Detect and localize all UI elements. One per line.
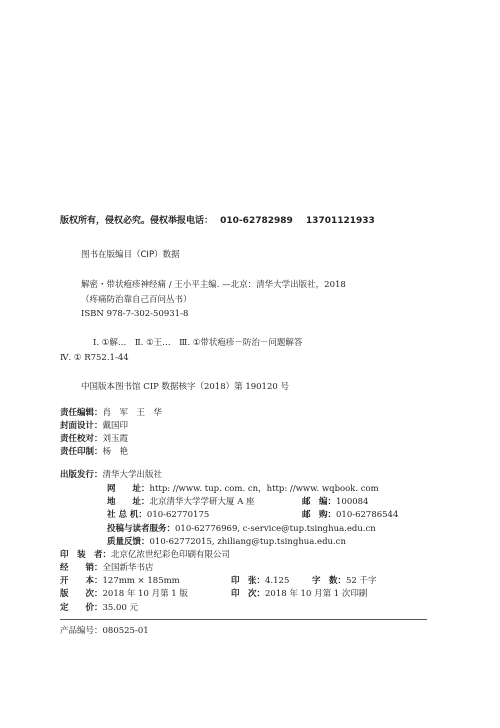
printer-label: 印 装 者： <box>60 550 112 560</box>
product-code-label: 产品编号： <box>60 626 103 636</box>
reader-service-value: 010-62776969, c-service@tup.tsinghua.edu.cn <box>175 524 376 534</box>
price-value: 35.00 元 <box>102 603 139 613</box>
format-value: 127mm × 185mm <box>102 576 180 586</box>
quality-feedback-label: 质量反馈： <box>107 537 150 547</box>
cip-classification-1: Ⅰ. ①解… Ⅱ. ①王… Ⅲ. ①带状疱疹－防治－问题解答 <box>93 338 303 348</box>
print-manager-label: 责任印制： <box>60 447 103 457</box>
cover-design-value: 戴国印 <box>102 421 129 431</box>
product-code-row <box>60 626 149 637</box>
price-row <box>60 603 138 614</box>
website-row <box>107 484 379 495</box>
postcode-label: 邮 编： <box>302 497 337 507</box>
printing-label: 印 次： <box>231 589 266 599</box>
editor-row <box>60 408 162 419</box>
sheets-label: 印 张： <box>231 576 266 586</box>
address-row <box>107 497 255 508</box>
copyright-notice <box>60 216 375 227</box>
edition-value: 2018 年 10 月第 1 版 <box>102 589 188 599</box>
postcode-row <box>302 497 368 508</box>
sheets-value: 4.125 <box>265 576 290 586</box>
mail-order-value: 010-62786544 <box>336 510 399 520</box>
distributor-label: 经 销： <box>60 563 103 573</box>
product-code-value: 080525-01 <box>102 626 149 636</box>
printer-row <box>60 550 230 561</box>
cip-isbn: ISBN 978-7-302-50931-8 <box>81 309 189 319</box>
quality-feedback-row <box>107 537 346 548</box>
cip-heading: 图书在版编目（CIP）数据 <box>81 250 180 260</box>
postcode-value: 100084 <box>336 497 369 507</box>
format-row <box>60 576 180 587</box>
address-label: 地 址： <box>107 497 150 507</box>
quality-feedback-value: 010-62772015, zhiliang@tup.tsinghua.edu.cn <box>149 537 346 547</box>
word-count-value: 52 千字 <box>346 576 377 586</box>
publisher-name: 清华大学出版社 <box>102 470 163 480</box>
cip-library-number: 中国版本图书馆 CIP 数据核字（2018）第 190120 号 <box>81 382 289 392</box>
print-manager-value: 杨 艳 <box>102 447 129 457</box>
edition-row <box>60 589 188 600</box>
website-value: http: //www. tup. com. cn，http: //www. wqbook. com <box>149 484 379 494</box>
word-count-row <box>312 576 377 587</box>
publisher-row <box>60 470 162 481</box>
price-label: 定 价： <box>60 603 103 613</box>
mail-order-row <box>302 510 398 521</box>
word-count-label: 字 数： <box>312 576 347 586</box>
address-value: 北京清华大学学研大厦 A 座 <box>149 497 255 507</box>
publisher-label: 出版发行： <box>60 470 103 480</box>
copyright-phone-2: 13701121933 <box>305 216 375 226</box>
reader-service-row <box>107 524 376 535</box>
switchboard-label: 社 总 机： <box>107 510 147 520</box>
editor-value: 肖 军 王 华 <box>102 408 163 418</box>
switchboard-row <box>107 510 209 521</box>
printing-value: 2018 年 10 月第 1 次印刷 <box>265 589 368 599</box>
switchboard-value: 010-62770175 <box>146 510 210 520</box>
printer-value: 北京亿浓世纪彩色印刷有限公司 <box>111 550 231 560</box>
editor-label: 责任编辑： <box>60 408 103 418</box>
cip-line-1: 解密・带状疱疹神经痛 / 王小平主编. —北京：清华大学出版社，2018 <box>81 280 346 290</box>
edition-label: 版 次： <box>60 589 103 599</box>
mail-order-label: 邮 购： <box>302 510 337 520</box>
cip-classification-2: Ⅳ. ① R752.1-44 <box>60 353 129 363</box>
reader-service-label: 投稿与读者服务： <box>107 524 176 534</box>
printing-row <box>231 589 367 600</box>
proofreader-label: 责任校对： <box>60 434 103 444</box>
proofreader-row <box>60 434 128 445</box>
distributor-value: 全国新华书店 <box>102 563 154 573</box>
proofreader-value: 刘玉霞 <box>102 434 129 444</box>
divider-line <box>60 619 427 620</box>
print-manager-row <box>60 447 128 458</box>
cover-design-row <box>60 421 128 432</box>
cover-design-label: 封面设计： <box>60 421 103 431</box>
copyright-text: 版权所有，侵权必究。侵权举报电话： <box>60 216 214 226</box>
distributor-row <box>60 563 154 574</box>
sheets-row <box>231 576 289 587</box>
copyright-phone-1: 010-62782989 <box>220 216 293 226</box>
format-label: 开 本： <box>60 576 103 586</box>
cip-series: （疼痛防治靠自己百问丛书） <box>81 295 192 305</box>
website-label: 网 址： <box>107 484 150 494</box>
